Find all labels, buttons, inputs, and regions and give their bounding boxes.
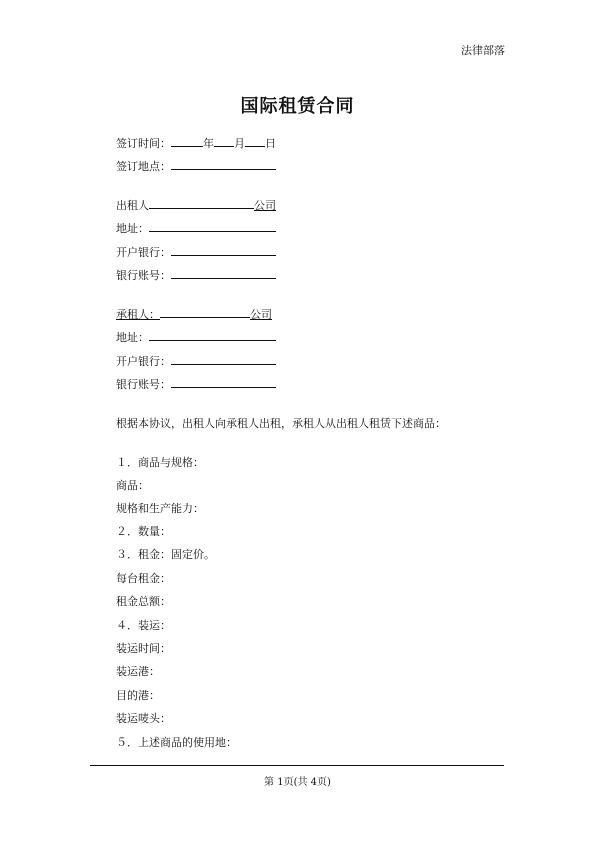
lessor-address-label: 地址： bbox=[116, 222, 149, 235]
signing-time-label: 签订时间： bbox=[116, 137, 171, 150]
lessor-company-suffix: 公司 bbox=[254, 199, 276, 212]
clause-line: 装运时间： bbox=[116, 642, 171, 655]
lessor-bank-label: 开户银行： bbox=[116, 246, 171, 259]
month-label: 月 bbox=[234, 137, 245, 150]
lessor-bank-blank[interactable] bbox=[171, 243, 276, 256]
clause-line: 商品： bbox=[116, 479, 149, 492]
lessee-account-label: 银行账号： bbox=[116, 378, 171, 391]
page-number: 第 1页(共 4页) bbox=[264, 777, 331, 788]
day-label: 日 bbox=[265, 137, 276, 150]
lessor-label: 出租人 bbox=[116, 199, 149, 212]
clause-line: 租金总额： bbox=[116, 595, 171, 608]
lessee-bank-row bbox=[116, 352, 276, 369]
header-brand: 法律部落 bbox=[461, 44, 505, 57]
signing-place-row bbox=[116, 157, 276, 174]
signing-place-label: 签订地点： bbox=[116, 160, 171, 173]
signing-place-blank[interactable] bbox=[171, 157, 276, 170]
lessee-address-label: 地址： bbox=[116, 331, 149, 344]
lessee-name-blank[interactable] bbox=[160, 305, 250, 318]
footer-divider bbox=[90, 765, 504, 766]
clause-line: 装运港： bbox=[116, 665, 160, 678]
lessor-row bbox=[116, 196, 276, 213]
year-label: 年 bbox=[203, 137, 214, 150]
lessor-address-blank[interactable] bbox=[149, 219, 276, 232]
lessee-label: 承租人： bbox=[116, 308, 160, 321]
intro-paragraph: 根据本协议，出租人向承租人出租，承租人从出租人租赁下述商品： bbox=[116, 417, 446, 430]
lessor-account-row bbox=[116, 266, 276, 283]
clause-line: ４．装运： bbox=[116, 619, 171, 632]
lessee-bank-blank[interactable] bbox=[171, 352, 276, 365]
lessee-bank-label: 开户银行： bbox=[116, 355, 171, 368]
clause-line: 每台租金： bbox=[116, 572, 171, 585]
clause-line: 装运唛头： bbox=[116, 712, 171, 725]
lessee-address-row bbox=[116, 328, 276, 345]
document-title: 国际租赁合同 bbox=[240, 96, 355, 117]
clause-line: ５．上述商品的使用地： bbox=[116, 736, 237, 749]
clause-line: １．商品与规格： bbox=[116, 456, 204, 469]
clause-line: ２．数量： bbox=[116, 525, 171, 538]
clause-line: ３．租金：固定价。 bbox=[116, 548, 215, 561]
lessee-company-suffix: 公司 bbox=[250, 308, 272, 321]
lessee-row bbox=[116, 305, 272, 322]
lessor-account-label: 银行账号： bbox=[116, 269, 171, 282]
lessor-name-blank[interactable] bbox=[149, 196, 254, 209]
month-blank[interactable] bbox=[214, 134, 234, 147]
signing-time-row bbox=[116, 134, 276, 151]
lessee-account-blank[interactable] bbox=[171, 375, 276, 388]
lessor-address-row bbox=[116, 219, 276, 236]
year-blank[interactable] bbox=[171, 134, 203, 147]
lessor-bank-row bbox=[116, 243, 276, 260]
lessee-account-row bbox=[116, 375, 276, 392]
clause-line: 规格和生产能力： bbox=[116, 502, 204, 515]
day-blank[interactable] bbox=[245, 134, 265, 147]
clause-line: 目的港： bbox=[116, 689, 160, 702]
lessee-address-blank[interactable] bbox=[149, 328, 276, 341]
lessor-account-blank[interactable] bbox=[171, 266, 276, 279]
